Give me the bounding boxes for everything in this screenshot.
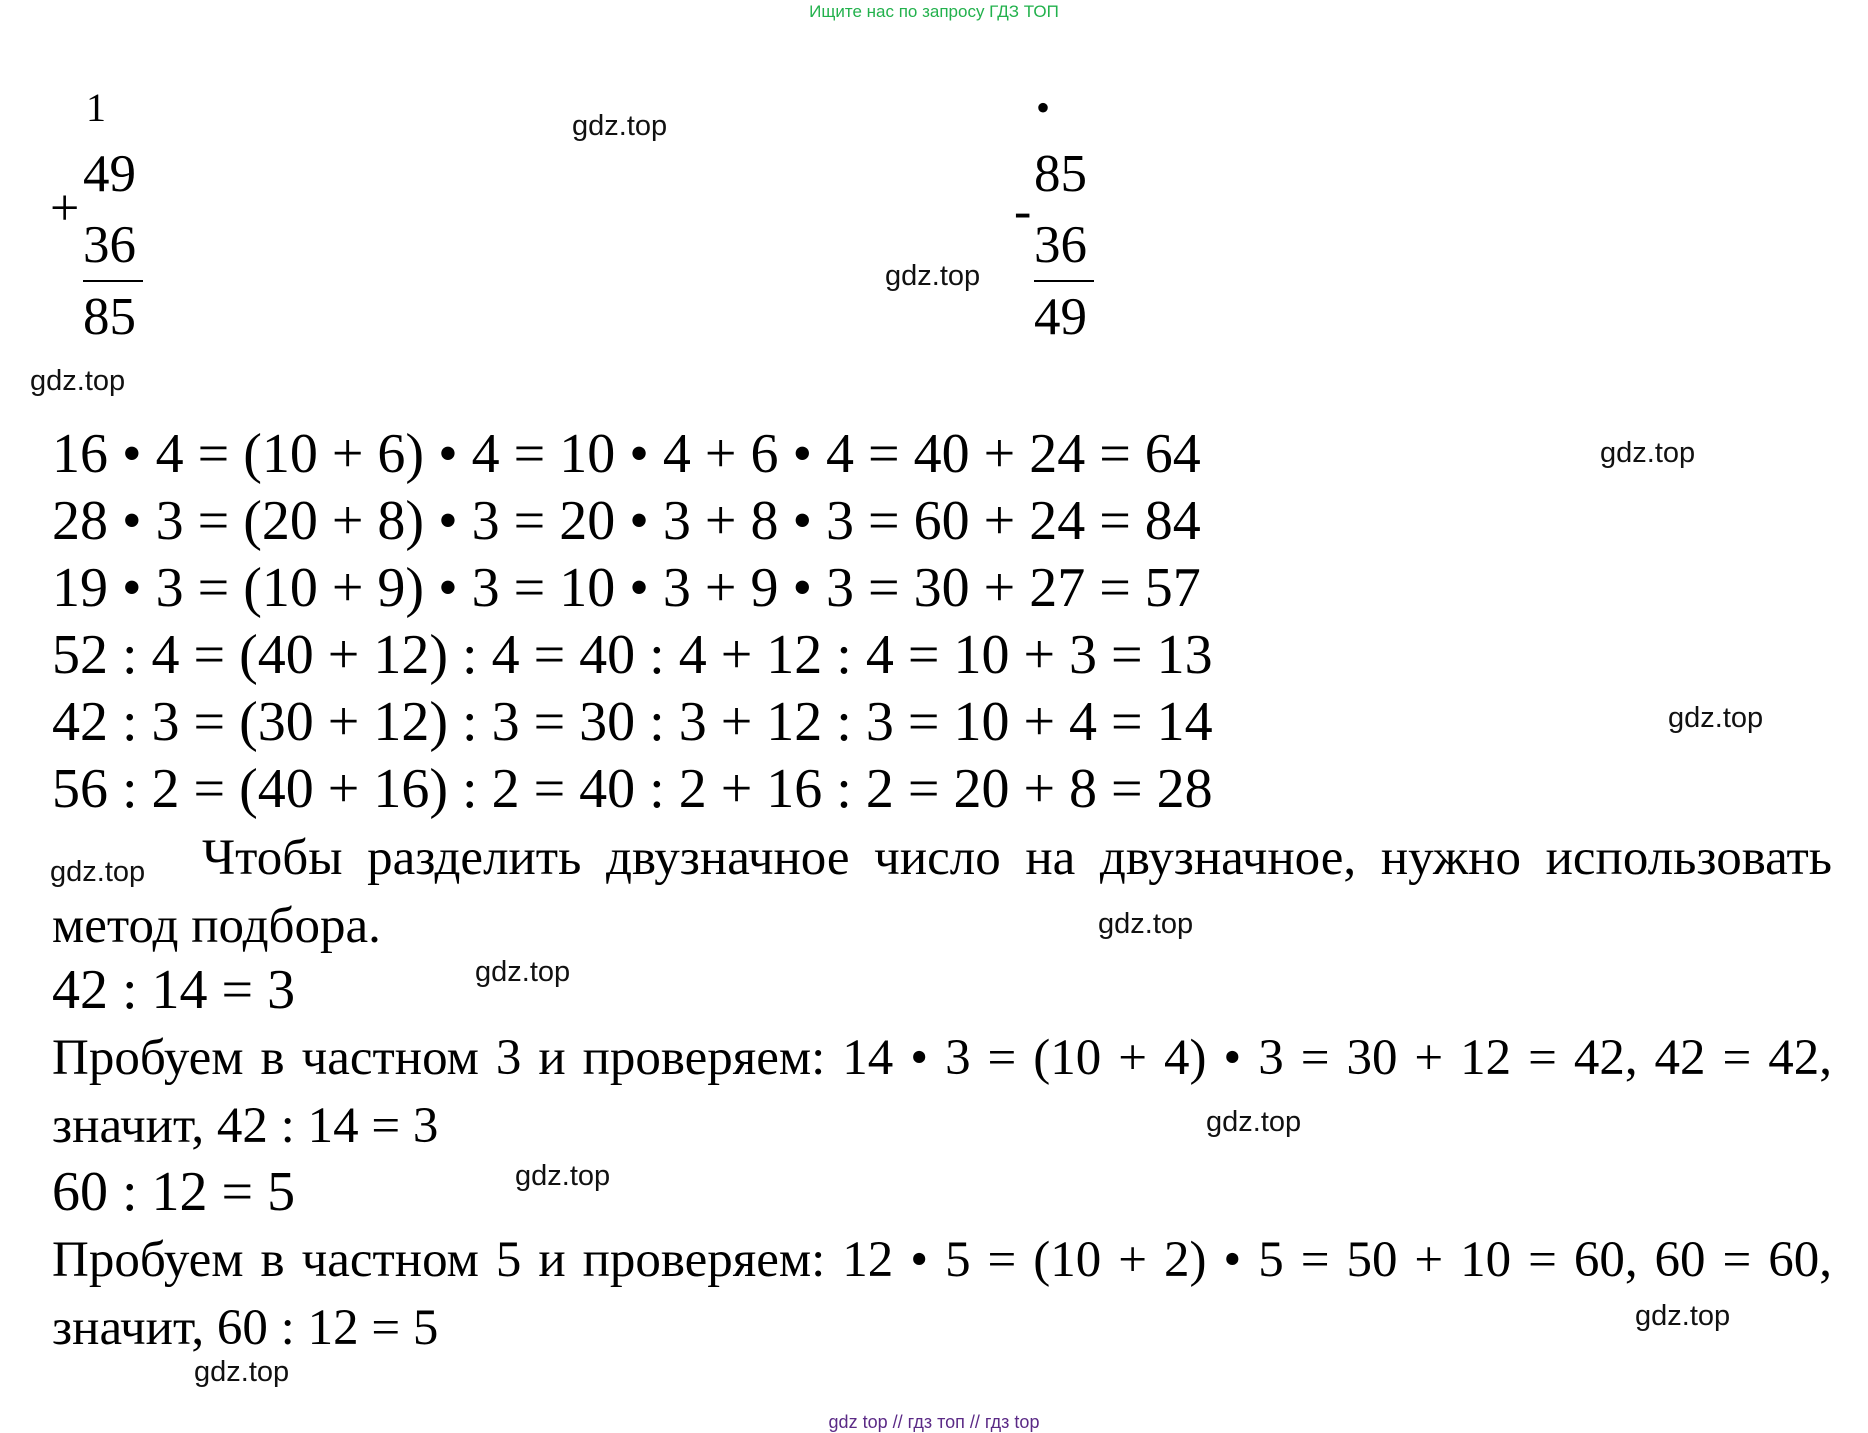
watermark: gdz.top	[572, 110, 668, 142]
addition-result: 85	[83, 288, 136, 346]
addition-sign: +	[50, 180, 80, 237]
watermark: gdz.top	[515, 1160, 611, 1192]
addition-underline	[83, 280, 143, 282]
example2-explanation: Пробуем в частном 5 и проверяем: 12 • 5 = (10 + 2) • 5 = 50 + 10 = 60, 60 = 60, значит, 60 : 12 = 5	[52, 1232, 1832, 1356]
watermark: gdz.top	[475, 956, 571, 988]
subtraction-bottom-operand: 36	[1034, 216, 1087, 274]
search-banner: Ищите нас по запросу ГДЗ ТОП	[809, 2, 1059, 21]
subtraction-borrow-dot: •	[1036, 85, 1051, 130]
watermark: gdz.top	[194, 1356, 290, 1388]
addition-carry: 1	[86, 85, 106, 130]
addition-top-operand: 49	[83, 145, 136, 203]
equation-line: 19 • 3 = (10 + 9) • 3 = 10 • 3 + 9 • 3 = 30 + 27 = 57	[52, 557, 1201, 619]
division-rule-paragraph: Чтобы разделить двузначное число на двузначное, нужно использовать метод подбора.	[52, 830, 1832, 954]
subtraction-top-operand: 85	[1034, 145, 1087, 203]
example1-explanation: Пробуем в частном 3 и проверяем: 14 • 3 = (10 + 4) • 3 = 30 + 12 = 42, 42 = 42, значит, 42 : 14 = 3	[52, 1030, 1832, 1154]
watermark: gdz.top	[1600, 437, 1696, 469]
equation-line: 16 • 4 = (10 + 6) • 4 = 10 • 4 + 6 • 4 = 40 + 24 = 64	[52, 423, 1201, 485]
equation-line: 28 • 3 = (20 + 8) • 3 = 20 • 3 + 8 • 3 = 60 + 24 = 84	[52, 490, 1201, 552]
watermark: gdz.top	[50, 856, 146, 888]
subtraction-underline	[1034, 280, 1094, 282]
equation-line: 56 : 2 = (40 + 16) : 2 = 40 : 2 + 16 : 2 = 20 + 8 = 28	[52, 758, 1213, 820]
watermark: gdz.top	[30, 365, 126, 397]
subtraction-sign: -	[1014, 183, 1032, 240]
equation-line: 42 : 3 = (30 + 12) : 3 = 30 : 3 + 12 : 3 = 10 + 4 = 14	[52, 691, 1213, 753]
watermark: gdz.top	[1668, 702, 1764, 734]
watermark: gdz.top	[1206, 1106, 1302, 1138]
equation-line: 52 : 4 = (40 + 12) : 4 = 40 : 4 + 12 : 4 = 10 + 3 = 13	[52, 624, 1213, 686]
footer-links: gdz top // гдз топ // гдз top	[828, 1412, 1040, 1432]
example1-equation: 42 : 14 = 3	[52, 959, 296, 1021]
addition-bottom-operand: 36	[83, 216, 136, 274]
subtraction-result: 49	[1034, 288, 1087, 346]
watermark: gdz.top	[885, 260, 981, 292]
example2-equation: 60 : 12 = 5	[52, 1161, 296, 1223]
watermark: gdz.top	[1635, 1300, 1731, 1332]
watermark: gdz.top	[1098, 908, 1194, 940]
